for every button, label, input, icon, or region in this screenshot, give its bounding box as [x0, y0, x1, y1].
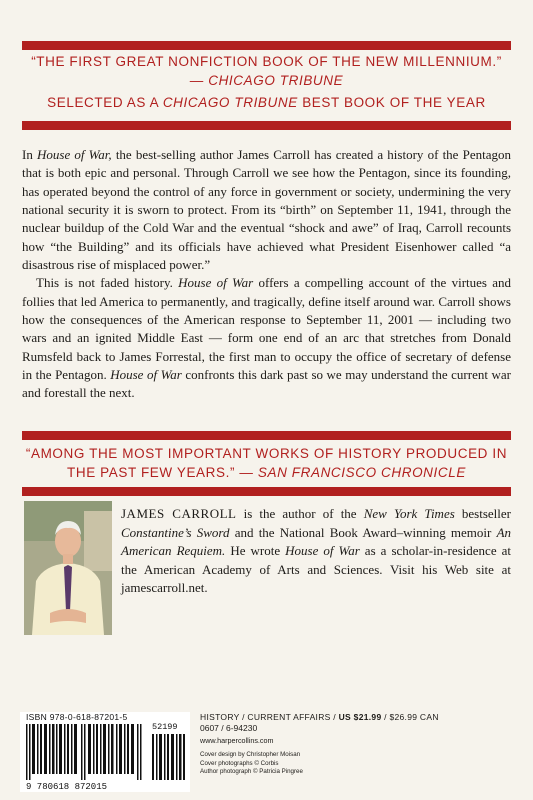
author-portrait-image [24, 501, 112, 635]
award-line: SELECTED AS A CHICAGO TRIBUNE BEST BOOK OF THE YEAR [47, 95, 486, 110]
book-title: House of War [110, 367, 182, 383]
price-code: 52199 [152, 722, 178, 732]
quote-attribution: — CHICAGO TRIBUNE [189, 73, 344, 88]
description-paragraph-1: In House of War, the best-selling author James Carroll has created a history of the Pentagon that is both epic and personal. Through Carroll we see how the Pentagon, since its founding, has operated beyond the control of any force in government or society, undermining the very national security it is sworn to protect. From its “birth” on September 11, 1941, through the nuclear buildup of the Cold War and the eventual “shock and awe” of Iraq, Carroll recounts how “the Building” and its officials have achieved what President Eisenhower called “a disastrous rise of misplaced power.” [22, 147, 511, 273]
review-quote-middle [22, 444, 511, 482]
quote-text: “AMONG THE MOST IMPORTANT WORKS OF HISTORY PRODUCED IN THE PAST FEW YEARS.” — SAN FRANCISCO CHRONICLE [25, 446, 508, 480]
review-quote-top [22, 52, 511, 90]
credit-photos: Cover photographs © Corbis [200, 759, 279, 767]
author-bio: JAMES CARROLL is the author of the New York Times bestseller Constantine’s Sword and the National Book Award–winning memoir An American Requiem. He wrote House of War as a scholar-in-residence at the American Academy of Arts and Sciences. Visit his Web site at jamescarroll.net. [121, 506, 512, 596]
quote-source: SAN FRANCISCO CHRONICLE [257, 465, 466, 480]
red-rule-upper [22, 121, 511, 130]
description-paragraph-2: This is not faded history. House of War offers a compelling account of the virtues and follies that led America to permanently, and tragically, define itself around war. Carroll shows how the consequences of the American response to September 11, 2001 — including two wars and an ignited Middle East — form one end of an arc that stretches from Donald Rumsfeld back to James Forrestal, the first man to occupy the office of secretary of defense in the Pentagon. House of War confronts this dark past so we may understand the current war and forestall the next. [22, 275, 512, 401]
author-name: JAMES CARROLL [121, 506, 237, 521]
book-title: House of War, [37, 147, 112, 162]
author-photo [24, 501, 112, 635]
barcode-block [20, 712, 190, 792]
price-barcode [152, 734, 186, 780]
publisher-url: www.harpercollins.com [200, 736, 274, 745]
red-rule-middle [22, 431, 511, 440]
red-rule-top [22, 41, 511, 50]
book-title: House of War [178, 275, 254, 291]
product-code: 0607 / 6-94230 [200, 723, 258, 733]
ean-barcode [26, 724, 144, 780]
barcode-digits: 9 780618 872015 [26, 782, 108, 792]
category-price-line: HISTORY / CURRENT AFFAIRS / US $21.99 / $26.99 CAN [200, 712, 439, 722]
quote-text: “THE FIRST GREAT NONFICTION BOOK OF THE NEW MILLENNIUM.” [31, 54, 502, 69]
isbn-label: ISBN 978-0-618-87201-5 [26, 712, 128, 722]
can-price: / $26.99 CAN [381, 712, 439, 722]
red-rule-lower [22, 487, 511, 496]
credit-author: Author photograph © Patricia Pingree [200, 768, 303, 776]
quote-source: CHICAGO TRIBUNE [208, 73, 344, 88]
us-price: US $21.99 [338, 712, 382, 722]
book-description [22, 146, 511, 403]
credit-design: Cover design by Christopher Moisan [200, 751, 301, 758]
publisher-info [200, 712, 439, 777]
